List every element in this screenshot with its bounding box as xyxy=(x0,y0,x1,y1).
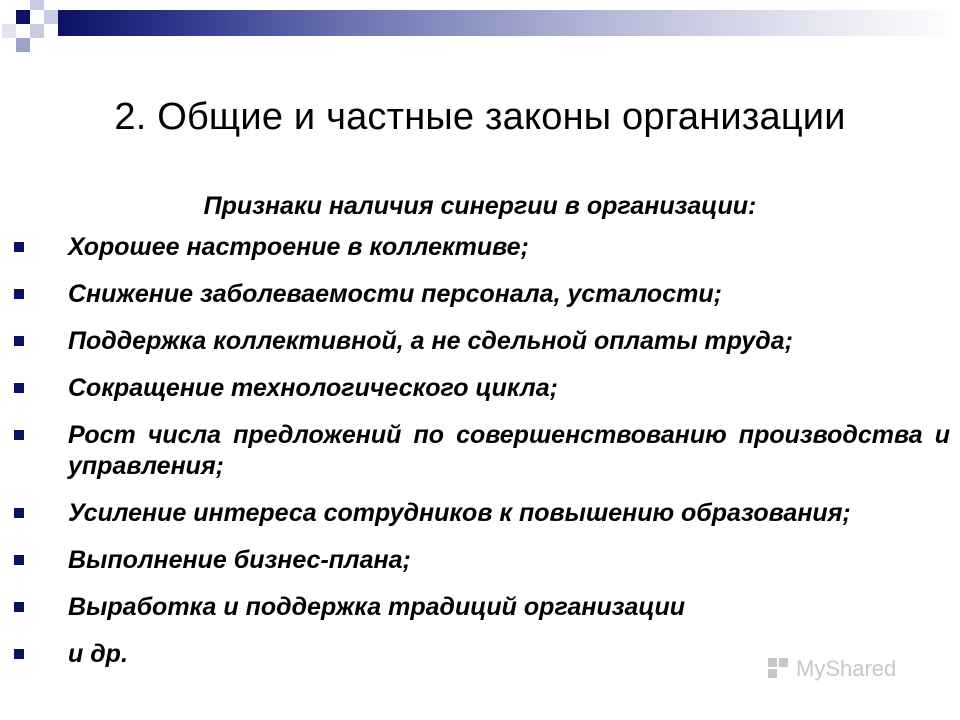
square-bullet-icon xyxy=(14,289,24,299)
slide-title: 2. Общие и частные законы организации xyxy=(114,96,846,138)
list-item xyxy=(14,545,950,576)
list-item-text: Выполнение бизнес-плана; xyxy=(68,546,411,574)
square-bullet-icon xyxy=(14,242,24,252)
gradient-bar xyxy=(58,10,960,36)
decorative-header-band xyxy=(0,0,960,60)
list-item-text: Сокращение технологического цикла; xyxy=(68,374,558,402)
bullet-list xyxy=(14,232,950,686)
list-item xyxy=(14,420,950,482)
square-bullet-icon xyxy=(14,336,24,346)
decor-square xyxy=(30,0,44,10)
list-item xyxy=(14,373,950,404)
list-item xyxy=(14,498,950,529)
list-item xyxy=(14,326,950,357)
list-item-text: Усиление интереса сотрудников к повышению образования; xyxy=(68,499,851,527)
square-bullet-icon xyxy=(14,508,24,518)
square-bullet-icon xyxy=(14,383,24,393)
list-item-text: Снижение заболеваемости персонала, усталости; xyxy=(68,280,722,308)
square-bullet-icon xyxy=(14,649,24,659)
square-bullet-icon xyxy=(14,555,24,565)
decor-square xyxy=(16,38,30,52)
list-item-text: Рост числа предложений по совершенствованию производства и управления; xyxy=(68,421,950,480)
myshared-logo-icon xyxy=(768,658,792,680)
list-item xyxy=(14,232,950,263)
watermark-text: MyShared xyxy=(796,656,897,681)
slide-subtitle: Признаки наличия синергии в организации: xyxy=(203,192,757,220)
decor-square xyxy=(16,10,30,24)
list-item-text: Хорошее настроение в коллективе; xyxy=(68,233,529,261)
square-bullet-icon xyxy=(14,430,24,440)
watermark xyxy=(768,656,896,682)
decor-square xyxy=(2,24,16,38)
decor-square xyxy=(44,10,58,24)
list-item-text: и др. xyxy=(68,640,128,668)
list-item-text: Выработка и поддержка традиций организации xyxy=(68,593,686,621)
list-item xyxy=(14,592,950,623)
list-item xyxy=(14,279,950,310)
list-item-text: Поддержка коллективной, а не сдельной оплаты труда; xyxy=(68,327,793,355)
decor-square xyxy=(30,24,44,38)
square-bullet-icon xyxy=(14,602,24,612)
